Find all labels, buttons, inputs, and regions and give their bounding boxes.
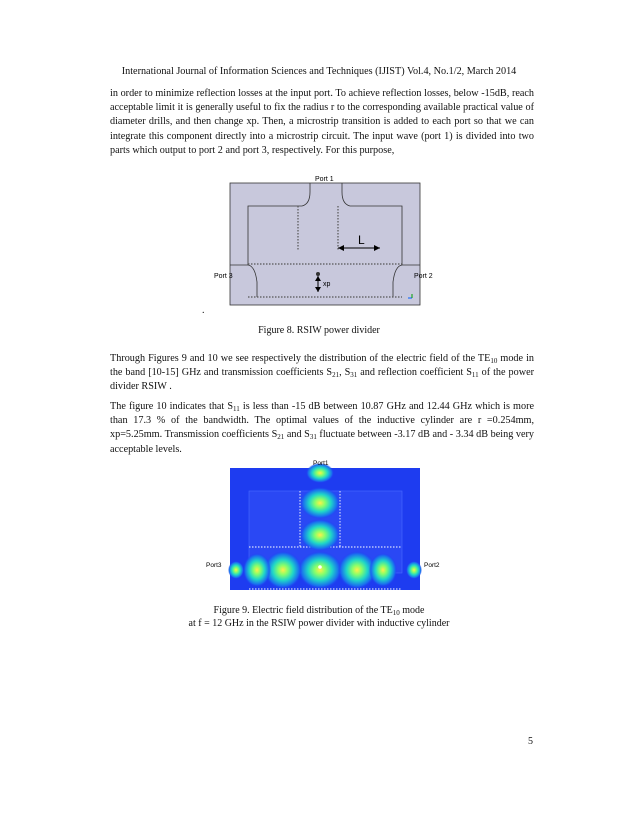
figure-8-rsiw-divider [200, 170, 460, 310]
label-port2: Port2 [424, 562, 440, 569]
label-port1: Port 1 [315, 176, 334, 183]
label-port2: Port 2 [414, 273, 433, 280]
label-L: L [358, 233, 365, 247]
inductive-cylinder [318, 565, 322, 569]
figure-9-field-plot [200, 455, 460, 595]
label-xp: xp [323, 281, 331, 288]
figure-8-caption: Figure 8. RSIW power divider [258, 325, 380, 336]
journal-header: International Journal of Information Sciences and Techniques (IJIST) Vol.4, No.1/2, March 2014 [121, 66, 517, 77]
paragraph-3: The figure 10 indicates that $S_{11}$ is less than -15 dB between 10.87 GHz and 12.44 GHz which is more than 17.3 % of the bandwidth. The optimal values of the inductive cylinder are r =0.254mm, xp=5.25mm. Transmission coefficients $S_{21}$ and $S_{31}$ fluctuate between -3.17 dB and - 3.34 dB being very acceptable levels. [110, 401, 534, 455]
inductive-cylinder [316, 272, 320, 276]
paragraph-2: Through Figures 9 and 10 we see respectively the distribution of the electric field of the $TE_{10}$ mode in the band [10-15] GHz and transmission coefficients $S_{21}$, $S_{31}$ and reflection coefficient $S_{11}$ of the power divider RSIW . [110, 353, 534, 393]
figure-8-dot: . [202, 305, 205, 316]
label-port3: Port3 [206, 562, 222, 569]
page-number: 5 [528, 736, 533, 747]
label-port1: Port1 [313, 460, 329, 467]
figure-9-caption: Figure 9. Electric field distribution of the $TE_{10}$ mode at f = 12 GHz in the RSIW power divider with inductive cylinder [188, 605, 450, 629]
label-port3: Port 3 [214, 273, 233, 280]
paragraph-1: in order to minimize reflection losses at the input port. To achieve reflection losses, below -15dB, reach acceptable limit it is generally useful to fix the radius r to the corresponding available practical value of diameter drills, and then change xp. Then, a microstrip transition is added to each port so that we can integrate this component directly into a microstrip circuit. The input wave (port 1) is divided into two parts which output to port 2 and port 3, respectively. For this purpose, [110, 88, 534, 156]
